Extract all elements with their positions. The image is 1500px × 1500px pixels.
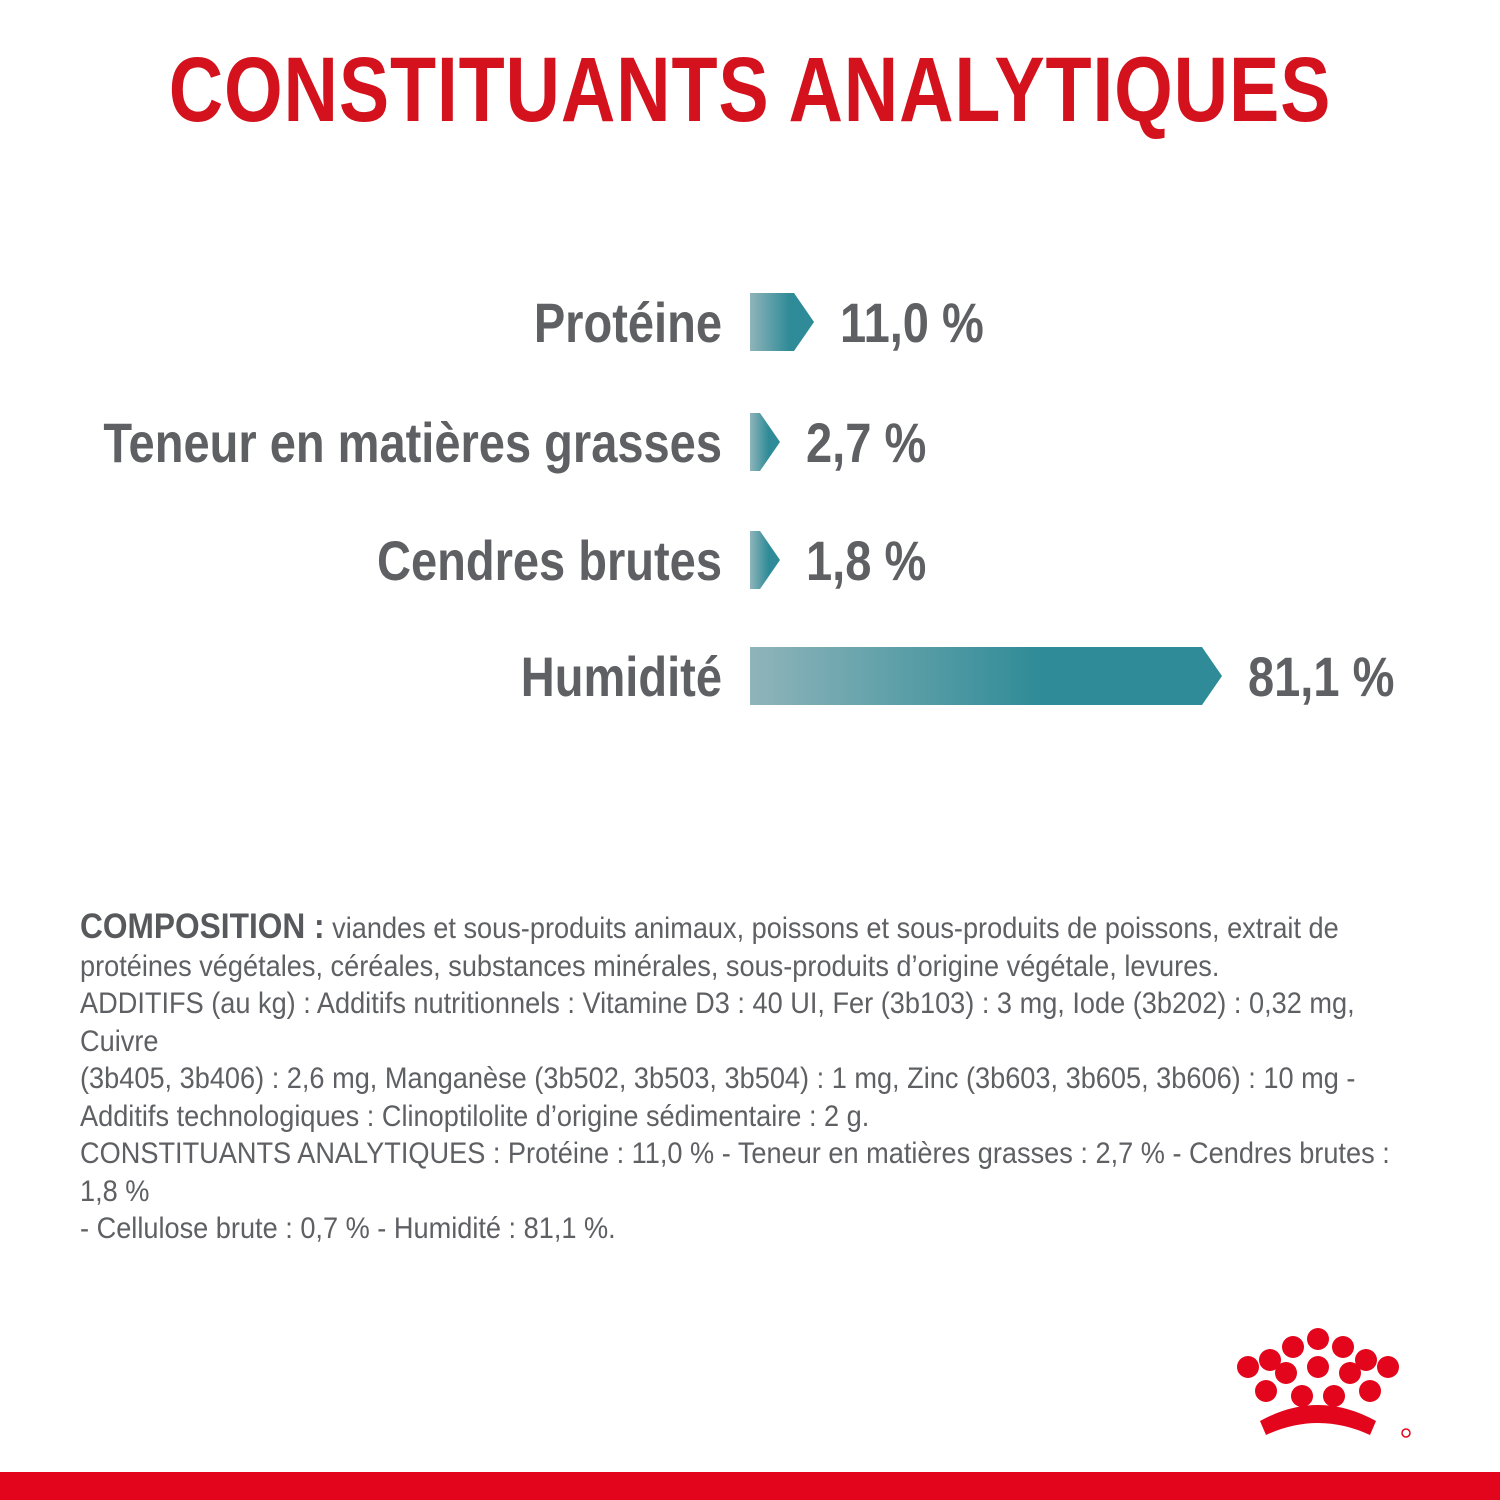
category-label: Cendres brutes [377,529,722,592]
bar [750,647,1222,705]
analytical-bar-chart [0,270,1500,740]
bar [750,293,814,351]
value-label: 2,7 % [806,411,927,474]
paw-crown-icon [1232,1325,1432,1455]
composition-line-1: viandes et sous-produits animaux, poissons et sous-produits de poissons, extrait de [324,912,1339,945]
composition-line-5: Additifs technologiques : Clinoptilolite d’origine sédimentaire : 2 g. [80,1099,870,1133]
value-label: 81,1 % [1248,645,1395,708]
value-label: 11,0 % [840,291,984,354]
composition-line-4: (3b405, 3b406) : 2,6 mg, Manganèse (3b502, 3b503, 3b504) : 1 mg, Zinc (3b603, 3b605, 3b606) : 10 mg - [80,1062,1356,1095]
value-label: 1,8 % [806,529,927,592]
category-label: Teneur en matières grasses [103,411,722,474]
composition-line-3: ADDITIFS (au kg) : Additifs nutritionnels : Vitamine D3 : 40 UI, Fer (3b103) : 3 mg, Iode (3b202) : 0,32 mg, Cuivre [80,987,1355,1058]
page-title: CONSTITUANTS ANALYTIQUES [168,39,1332,141]
composition-line-6: CONSTITUANTS ANALYTIQUES : Protéine : 11,0 % - Teneur en matières grasses : 2,7 % - Cendres brutes : 1,8 % [80,1137,1390,1208]
category-label: Humidité [520,645,722,708]
bar [750,531,780,589]
composition-line-2: protéines végétales, céréales, substances minérales, sous-produits d’origine végétale, levures. [80,949,1220,983]
bar [750,413,780,471]
bottom-accent-bar [0,1472,1500,1500]
composition-label: COMPOSITION : [80,907,325,946]
composition-text [80,908,1419,1248]
category-label: Protéine [533,291,722,354]
composition-line-7: - Cellulose brute : 0,7 % - Humidité : 81,1 %. [80,1212,616,1245]
